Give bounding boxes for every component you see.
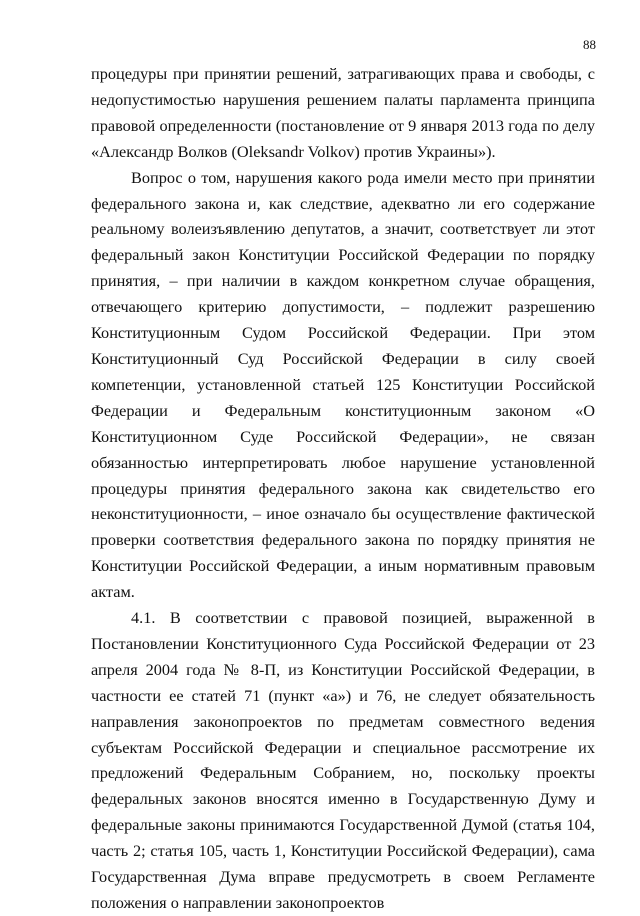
paragraph-4-1: 4.1. В соответствии с правовой позицией, выраженной в Постановлении Конституционного Суда Российской Федерации от 23 апреля 2004 года № 8-П, из Конституции Российской Федерации, в частности ее статей 71 (пункт «а») и 76, не следует обязательность направления законопроектов по предметам совместного ведения субъектам Российской Федерации и специальное рассмотрение их предложений Федеральным Собранием, но, поскольку проекты федеральных законов вносятся именно в Государственную Думу и федеральные законы принимаются Государственной Думой (статья 104, часть 2; статья 105, часть 1, Конституции Российской Федерации), сама Государственная Дума вправе предусмотреть в своем Регламенте положения о направлении законопроектов [91,608,595,912]
page-number: 88 [583,37,596,52]
document-body [91,61,595,916]
paragraph: Вопрос о том, нарушения какого рода имели место при принятии федерального закона и, как следствие, адекватно ли его содержание реальному волеизъявлению депутатов, а значит, соответствует ли этот федеральный закон Конституции Российской Федерации по порядку принятия, – при наличии в каждом конкретном случае обращения, отвечающего критерию допустимости, – подлежит разрешению Конституционным Судом Российской Федерации. При этом Конституционный Суд Российской Федерации в силу своей компетенции, установленной статьей 125 Конституции Российской Федерации и Федеральным конституционным законом «О Конституционном Суде Российской Федерации», не связан обязанностью интерпретировать любое нарушение установленной процедуры принятия федерального закона как свидетельство его неконституционности, – иное означало бы осуществление фактической проверки соответствия федерального закона по порядку принятия не Конституции Российской Федерации, а иным нормативным правовым актам. [91,167,595,602]
paragraph-continuation: процедуры при принятии решений, затрагивающих права и свободы, с недопустимостью нарушения решением палаты парламента принципа правовой определенности (постановление от 9 января 2013 года по делу «Александр Волков (Oleksandr Volkov) против Украины»). [91,64,595,161]
